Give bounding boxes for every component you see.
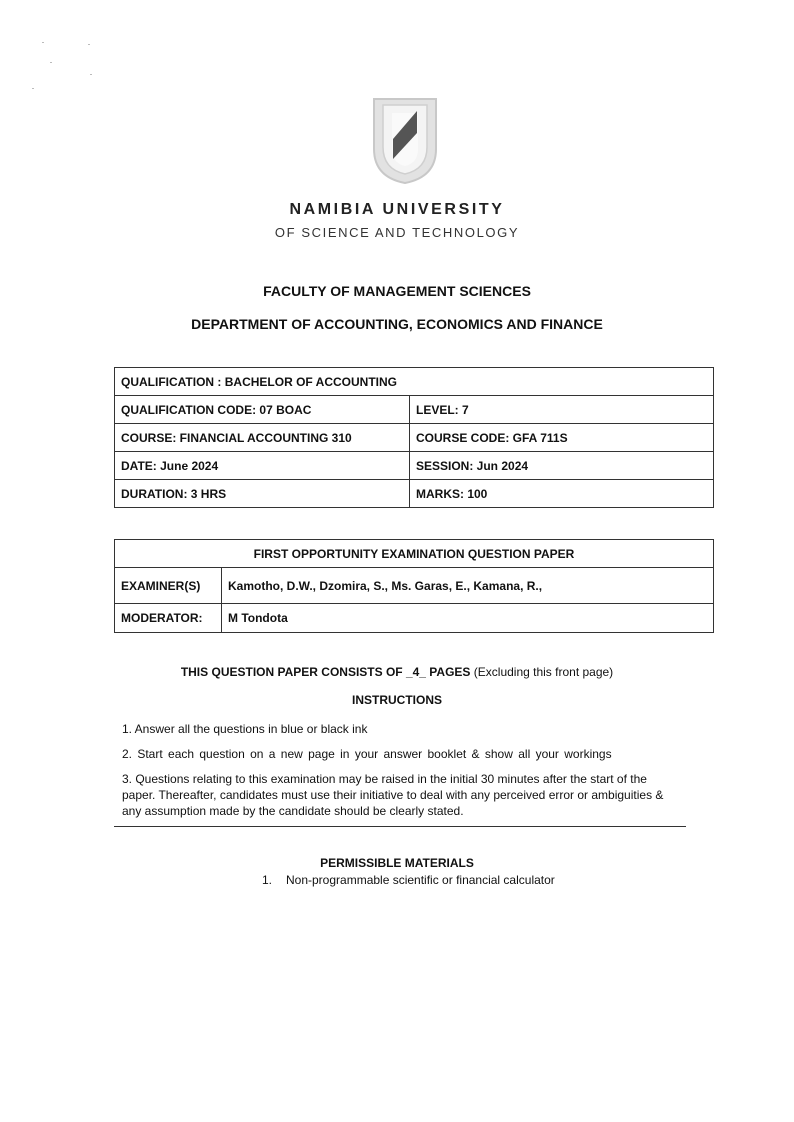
qualification-cell: QUALIFICATION : BACHELOR OF ACCOUNTING [115, 368, 714, 396]
permissible-materials-heading: PERMISSIBLE MATERIALS [320, 856, 474, 870]
course-code-cell: COURSE CODE: GFA 711S [410, 424, 714, 452]
instructions-heading: INSTRUCTIONS [352, 693, 442, 707]
table-row [115, 568, 714, 604]
table-row [115, 396, 714, 424]
qualification-code-cell: QUALIFICATION CODE: 07 BOAC [115, 396, 410, 424]
divider [114, 826, 686, 827]
instruction-item: 1. Answer all the questions in blue or black ink [122, 722, 368, 736]
page-count-note: (Excluding this front page) [470, 665, 614, 679]
marks-cell: MARKS: 100 [410, 480, 714, 508]
table-row [115, 604, 714, 633]
instruction-item: 2. Start each question on a new page in your answer booklet & show all your workings [122, 747, 612, 761]
university-name: NAMIBIA UNIVERSITY [289, 201, 505, 218]
duration-cell: DURATION: 3 HRS [115, 480, 410, 508]
examiner-label: EXAMINER(S) [115, 568, 222, 604]
permissible-item-text: Non-programmable scientific or financial calculator [286, 873, 555, 887]
table-row [115, 368, 714, 396]
exam-info-table [114, 539, 714, 633]
permissible-item [262, 873, 555, 887]
scan-speck [42, 42, 44, 43]
moderator-label: MODERATOR: [115, 604, 222, 633]
scan-speck [32, 88, 34, 89]
table-row [115, 540, 714, 568]
date-cell: DATE: June 2024 [115, 452, 410, 480]
page-count-statement [0, 665, 794, 679]
scan-speck [50, 62, 52, 63]
course-info-table [114, 367, 714, 508]
moderator-value: M Tondota [222, 604, 714, 633]
exam-title-cell: FIRST OPPORTUNITY EXAMINATION QUESTION PAPER [115, 540, 714, 568]
permissible-item-number: 1. [262, 873, 273, 887]
session-cell: SESSION: Jun 2024 [410, 452, 714, 480]
table-row [115, 424, 714, 452]
table-row [115, 452, 714, 480]
faculty-title: FACULTY OF MANAGEMENT SCIENCES [263, 283, 531, 299]
university-subtitle: OF SCIENCE AND TECHNOLOGY [274, 225, 520, 240]
table-row [115, 480, 714, 508]
scan-speck [90, 74, 92, 75]
course-cell: COURSE: FINANCIAL ACCOUNTING 310 [115, 424, 410, 452]
level-cell: LEVEL: 7 [410, 396, 714, 424]
instruction-item: 3. Questions relating to this examination may be raised in the initial 30 minutes after the start of the paper. Thereafter, candidates must use their initiative to deal with any perceived error or ambiguities & any assumption made by the candidate should be clearly stated. [122, 772, 664, 818]
university-logo [370, 93, 440, 185]
department-title: DEPARTMENT OF ACCOUNTING, ECONOMICS AND FINANCE [191, 316, 603, 332]
scan-speck [88, 44, 90, 45]
examiner-value: Kamotho, D.W., Dzomira, S., Ms. Garas, E., Kamana, R., [222, 568, 714, 604]
page-count-bold: THIS QUESTION PAPER CONSISTS OF _4_ PAGES [180, 665, 471, 679]
